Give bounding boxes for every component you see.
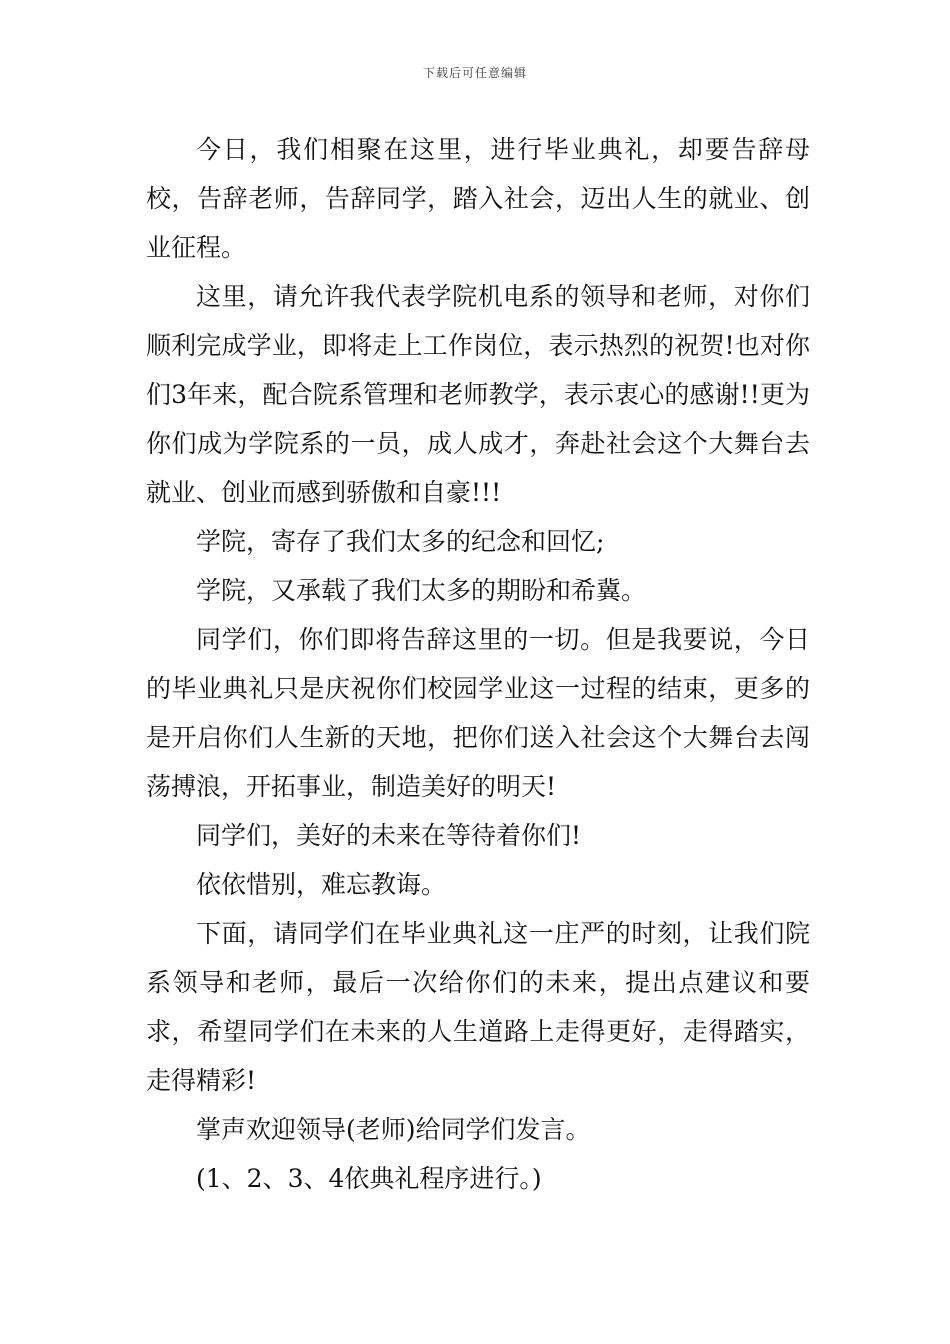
paragraph-1: 今日，我们相聚在这里，进行毕业典礼，却要告辞母校，告辞老师，告辞同学，踏入社会，迈出人生的就业、创业征程。 [146,135,810,262]
paragraph-3: 学院，寄存了我们太多的纪念和回忆; [196,527,605,556]
paragraph-10: (1、2、3、4依典礼程序进行。) [196,1164,542,1193]
document-body [146,125,810,1203]
paragraph-7: 依依惜别，难忘教诲。 [196,870,447,899]
paragraph-2: 这里，请允许我代表学院机电系的领导和老师，对你们顺利完成学业，即将走上工作岗位，表示热烈的祝贺!也对你们3年来，配合院系管理和老师教学，表示衷心的感谢!!更为你们成为学院系的一员，成人成才，奔赴社会这个大舞台去就业、创业而感到骄傲和自豪!!! [146,282,810,507]
paragraph-8: 下面，请同学们在毕业典礼这一庄严的时刻，让我们院系领导和老师，最后一次给你们的未来，提出点建议和要求，希望同学们在未来的人生道路上走得更好，走得踏实，走得精彩! [146,919,810,1095]
paragraph-9: 掌声欢迎领导(老师)给同学们发言。 [196,1115,591,1144]
paragraph-5: 同学们，你们即将告辞这里的一切。但是我要说，今日的毕业典礼只是庆祝你们校园学业这一过程的结束，更多的是开启你们人生新的天地，把你们送入社会这个大舞台去闯荡搏浪，开拓事业，制造美好的明天! [146,625,810,801]
page-header: 下载后可任意编辑 [422,66,527,80]
paragraph-4: 学院，又承载了我们太多的期盼和希冀。 [196,576,647,605]
paragraph-6: 同学们，美好的未来在等待着你们! [196,821,582,850]
